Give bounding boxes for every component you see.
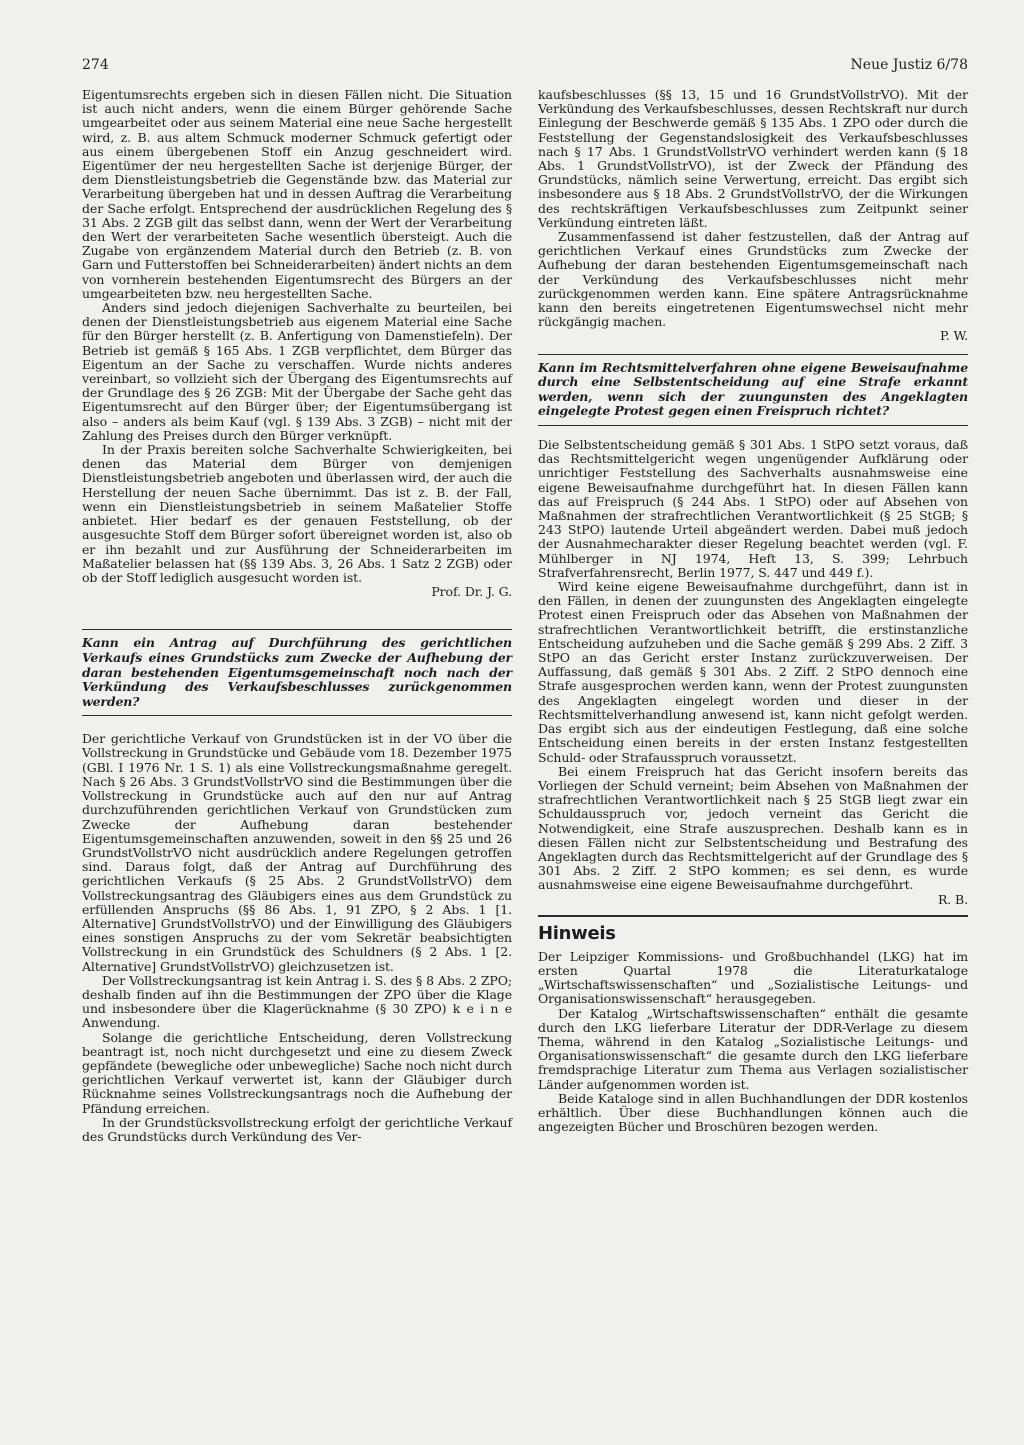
question-heading: Kann im Rechtsmittelverfahren ohne eigene Beweisaufnahme durch eine Selbstentscheidung auf eine Strafe erkannt werden, wenn sich der zuungunsten des Angeklagten eingelegte Protest gegen einen Freispruch richtet? bbox=[538, 354, 968, 426]
paragraph: Bei einem Freispruch hat das Gericht insofern bereits das Vorliegen der Schuld verneint; beim Absehen von Maßnahmen der strafrechtlichen Verantwortlichkeit nach § 25 StGB liegt zwar ein Schuldausspruch vor, jedoch verneint das Gericht die Notwendigkeit, eine Strafe auszusprechen. Deshalb kann es in diesen Fällen nicht zur Selbstentscheidung und Bestrafung des Angeklagten durch das Rechtsmittelgericht auf der Grundlage des § 301 Abs. 2 Ziff. 2 StPO kommen; es sei denn, es wurde ausnahmsweise eine eigene Beweisaufnahme durchgeführt. bbox=[538, 763, 968, 893]
page-number: 274 bbox=[82, 57, 109, 73]
paragraph-text: Zusammenfassend ist daher festzustellen, daß der Antrag auf gerichtlichen Verkauf eines Grundstücks zum Zwecke der Aufhebung der daran bestehenden Eigentumsgemeinschaft nach der Verkündung des Verkaufsbeschlusses nicht mehr zurückgenommen werden kann. Eine spätere Antragsrücknahme kann den bereits eingetretenen Eigentumswechsel nicht mehr rückgängig machen. bbox=[538, 229, 968, 330]
paragraph: Eigentumsrechts ergeben sich in diesen Fällen nicht. Die Situation ist auch nicht anders, wenn die einem Bürger gehörende Sache umgearbeitet oder aus seinem Material eine neue Sache hergestellt wird, z. B. aus altem Schmuck moderner Schmuck gefertigt oder aus einem übergebenen Stoff ein Anzug geschneidert wird. Eigentümer der neu hergestellten Sache ist derjenige Bürger, der dem Dienstleistungsbetrieb die Gegenstände bzw. das Material zur Verarbeitung übergeben hat und in dessen Auftrag die Verarbeitung der Sache erfolgt. Entsprechend der ausdrücklichen Regelung des § 31 Abs. 2 ZGB gilt das selbst dann, wenn der Wert der Verarbeitung den Wert der verarbeiteten Sache wesentlich übersteigt. Auch die Zugabe von ergänzendem Material durch den Betrieb (z. B. von Garn und Futterstoffen bei Schneiderarbeiten) ändert nichts an dem von vornherein bestehenden Eigentumsrecht des Bürgers an der umgearbeiteten bzw. neu hergestellten Sache. bbox=[82, 87, 512, 301]
paragraph: In der Grundstücksvollstreckung erfolgt der gerichtliche Verkauf des Grundstücks durch Verkündung des Ver- bbox=[82, 1114, 512, 1144]
paragraph: Der Vollstreckungsantrag ist kein Antrag i. S. des § 8 Abs. 2 ZPO; deshalb finden auf ihn die Bestimmungen der ZPO über die Klage und insbesondere über die Klagerücknahme (§ 30 ZPO) k e i n e Anwendung. bbox=[82, 972, 512, 1031]
author-signature: P. W. bbox=[940, 328, 968, 344]
paragraph: Der gerichtliche Verkauf von Grundstücken ist in der VO über die Vollstreckung in Grundstücke und Gebäude vom 18. Dezember 1975 (GBl. I 1976 Nr. 1 S. 1) als eine Vollstreckungsmaßnahme geregelt. Nach § 26 Abs. 3 GrundstVollstrVO sind die Bestimmungen über die Vollstreckung in Grundstücke auch auf den nur auf Antrag durchzuführenden gerichtlichen Verkauf von Grundstücken zum Zwecke der Aufhebung daran bestehender Eigentumsgemeinschaften anzuwenden, soweit in den §§ 25 und 26 GrundstVollstrVO nicht ausdrücklich andere Regelungen getroffen sind. Daraus folgt, daß der Antrag auf Durchführung des gerichtlichen Verkaufs (§ 25 Abs. 2 GrundstVollstrVO) dem Vollstreckungsantrag des Gläubigers eines aus dem Grundstück zu erfüllenden Anspruchs (§§ 86 Abs. 1, 91 ZPO, § 2 Abs. 1 [1. Alternative] GrundstVollstrVO) und der Einwilligung des Gläubigers eines sonstigen Anspruchs zu der vom Sekretär beabsichtigten Vollstreckung in ein Grundstück des Schuldners (§ 2 Abs. 1 [2. Alternative] GrundstVollstrVO) gleichzusetzen ist. bbox=[82, 731, 512, 974]
paragraph: Anders sind jedoch diejenigen Sachverhalte zu beurteilen, bei denen der Dienstleistungsbetrieb aus eigenem Material eine Sache für den Bürger herstellt (z. B. Anfertigung von Damenstiefeln). Der Betrieb ist gemäß § 165 Abs. 1 ZGB verpflichtet, dem Bürger das Eigentum an der Sache zu verschaffen. Wurde nichts anderes vereinbart, so vollzieht sich der Übergang des Eigentumsrechts auf der Grundlage des § 26 ZGB: Mit der Übergabe der Sache geht das Eigentumsrecht auf den Bürger über; der Eigentumsübergang ist also – anders als beim Kauf (vgl. § 139 Abs. 3 ZGB) – nicht mit der Zahlung des Preises durch den Bürger verknüpft. bbox=[82, 300, 512, 443]
right-column bbox=[538, 88, 968, 1134]
journal-issue: Neue Justiz 6/78 bbox=[850, 57, 968, 73]
author-signature bbox=[538, 893, 968, 907]
paragraph: kaufsbeschlusses (§§ 13, 15 und 16 GrundstVollstrVO). Mit der Verkündung des Verkaufsbeschlusses, dessen Rechtskraft nur durch Einlegung der Beschwerde gemäß § 135 Abs. 1 ZPO oder durch die Feststellung der Gegenstandslosigkeit des Verkaufsbeschlusses nach § 17 Abs. 1 GrundstVollstrVO verhindert werden kann (§ 18 Abs. 1 GrundstVollstrVO), ist der Zweck der Pfändung des Grundstücks, nämlich seine Verwertung, erreicht. Das ergibt sich insbesondere aus § 18 Abs. 2 GrundstVollstrVO, der die Wirkungen des rechtskräftigen Verkaufsbeschlusses zum Zeitpunkt seiner Verkündung eintreten läßt. bbox=[538, 87, 968, 230]
paragraph bbox=[82, 443, 512, 599]
paragraph: Der Leipziger Kommissions- und Großbuchhandel (LKG) hat im ersten Quartal 1978 die Literaturkataloge „Wirtschaftswissenschaften“ und „Sozialistische Leitungs- und Organisationswissenschaft“ herausgegeben. bbox=[538, 948, 968, 1007]
paragraph: Beide Kataloge sind in allen Buchhandlungen der DDR kostenlos erhältlich. Über diese Buchhandlungen können auch die angezeigten Bücher und Broschüren bezogen werden. bbox=[538, 1090, 968, 1135]
section-divider bbox=[538, 915, 968, 917]
page-header bbox=[82, 57, 968, 77]
section-title: Hinweis bbox=[538, 922, 616, 944]
paragraph-text: In der Praxis bereiten solche Sachverhalte Schwierigkeiten, bei denen das Material dem Bürger von demjenigen Dienstleistungsbetrieb angeboten und überlassen wird, der auch die Herstellung der neuen Sache übernimmt. Das ist z. B. der Fall, wenn ein Dienstleistungsbetrieb in seinem Maßatelier Stoffe anbietet. Hier bedarf es der genauen Feststellung, ob der ausgesuchte Stoff dem Bürger sofort übereignet worden ist, also ob er ihn bezahlt und zur Ausführung der Schneiderarbeiten im Maßatelier belassen hat (§§ 139 Abs. 3, 26 Abs. 1 Satz 2 ZGB) oder ob der Stoff lediglich ausgesucht worden ist. bbox=[82, 442, 512, 585]
paragraph: Wird keine eigene Beweisaufnahme durchgeführt, dann ist in den Fällen, in denen der zuungunsten des Angeklagten eingelegte Protest einen Freispruch oder das Absehen von Maßnahmen der strafrechtlichen Verantwortlichkeit betrifft, die erstinstanzliche Entscheidung aufzuheben und die Sache gemäß § 299 Abs. 2 Ziff. 3 StPO an das Gericht erster Instanz zurückzuverweisen. Der Auffassung, daß gemäß § 301 Abs. 2 Ziff. 2 StPO dennoch eine Strafe ausgesprochen werden kann, wenn der Protest zuungunsten des Angeklagten eingelegt worden und dieser in der Rechtsmittelverhandlung anwesend ist, kann nicht gefolgt werden. Das ergibt sich aus der eindeutigen Festlegung, daß eine solche Entscheidung einen bereits in der ersten Instanz festgestellten Schuld- oder Strafausspruch voraussetzt. bbox=[538, 579, 968, 765]
paragraph: Der Katalog „Wirtschaftswissenschaften“ enthält die gesamte durch den LKG lieferbare Literatur der DDR-Verlage zu diesem Thema, während in den Katalog „Sozialistische Leitungs- und Organisationswissenschaft“ die gesamte durch den LKG lieferbare fremdsprachige Literatur zum Thema aus Verlagen sozialistischer Länder aufgenommen worden ist. bbox=[538, 1005, 968, 1092]
paragraph: Solange die gerichtliche Entscheidung, deren Vollstreckung beantragt ist, noch nicht durchgesetzt und eine zu diesem Zweck gepfändete (bewegliche oder unbewegliche) Sache noch nicht durch gerichtlichen Verkauf verwertet ist, kann der Gläubiger durch Rücknahme seines Vollstreckungsantrags noch die Aufhebung der Pfändung erreichen. bbox=[82, 1029, 512, 1116]
signature-text: R. B. bbox=[937, 891, 968, 907]
paragraph bbox=[538, 230, 968, 344]
question-heading: Kann ein Antrag auf Durchführung des gerichtlichen Verkaufs eines Grundstücks zum Zwecke der Aufhebung der daran bestehenden Eigentumsgemeinschaft noch nach der Verkündung des Verkaufsbeschlusses zurückgenommen werden? bbox=[82, 629, 512, 716]
left-column bbox=[82, 88, 512, 1144]
paragraph: Die Selbstentscheidung gemäß § 301 Abs. 1 StPO setzt voraus, daß das Rechtsmittelgericht wegen ungenügender Aufklärung oder unrichtiger Feststellung des Sachverhalts ausnahmsweise eine eigene Beweisaufnahme durchgeführt hat. In diesen Fällen kann das auf Freispruch (§ 244 Abs. 1 StPO) oder auf Absehen von Maßnahmen der strafrechtlichen Verantwortlichkeit (§ 25 StGB; § 243 StPO) lautende Urteil abgeändert werden. Dabei muß jedoch der Ausnahmecharakter dieser Regelung beachtet werden (vgl. F. Mühlberger in NJ 1974, Heft 13, S. 399; Lehrbuch Strafverfahrensrecht, Berlin 1977, S. 447 und 449 f.). bbox=[538, 437, 968, 580]
author-signature: Prof. Dr. J. G. bbox=[431, 584, 512, 600]
